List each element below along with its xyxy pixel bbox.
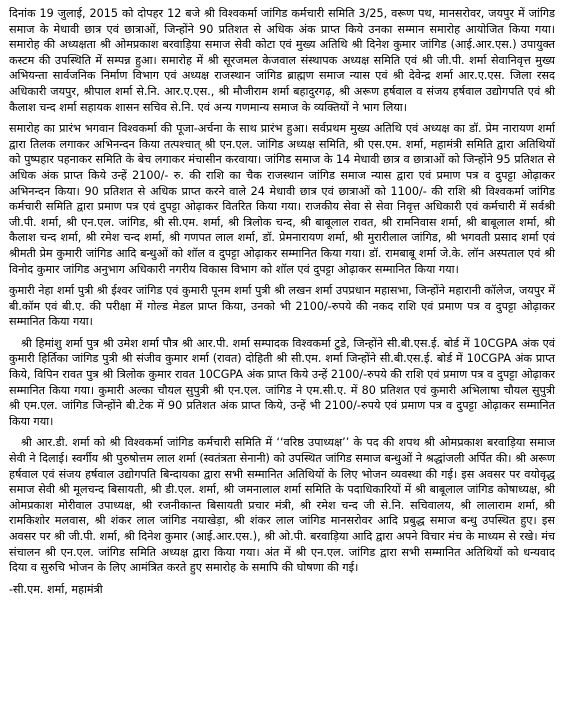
paragraph-ceremony-proceedings: समारोह का प्रारंभ भगवान विश्वकर्मा की पूजा-अर्चना के साथ प्रारंभ हुआ। सर्वप्रथम मुख्य अतिथि एवं अध्यक्ष का डॉ. प्रेम नारायण शर्मा द्वारा तिलक लगाकर अभिनन्दन किया तत्पश्चात् श्री एन.एल. जांगिड अध्यक्ष समिति, श्री एस.एम. शर्मा, महामंत्री समिति द्वारा अतिथियों को पुष्पहार पहनाकर समिति के बेच लगाकर मंचासीन करवाया। जांगिड समाज के 14 मेधावी छात्र व छात्राओं को जिन्होंने 95 प्रतिशत से अधिक अंक प्राप्त किये उन्हें 2100/- रु. की राशि का चैक राजस्थान जांगिड समाज न्यास द्वारा एवं प्रमाण पत्र व दुपट्टा ओढ़ाकर अभिनन्दन किया। 90 प्रतिशत से अधिक प्राप्त करने वाले 24 मेधावी छात्र एवं छात्राओं को 1100/- की राशि श्री विश्वकर्मा जांगिड कर्मचारी समिति द्वारा प्रमाण पत्र एवं दुपट्टा ओढ़ाकर वितरित किया गया। राजकीय सेवा से सेवा निवृत्त अधिकारी एवं कर्मचारी में सर्वश्री जी.पी. शर्मा, श्री एन.एल. जांगिड, श्री सी.एम. शर्मा, श्री त्रिलोक चन्द, श्री बाबूलाल रावत, श्री रामनिवास शर्मा, श्री बाबूलाल शर्मा, श्री कैलाश चन्द शर्मा, श्री रमेश चन्द शर्मा, श्री गणपत लाल शर्मा, डॉ. प्रेमनारायण शर्मा, श्री मुरारीलाल जांगिड, श्री भगवती प्रसाद शर्मा एवं श्रीमती प्रेम कुमारी जांगिड आदि बन्धुओं को शॉल व दुपट्टा ओढ़ाकर सम्मानित किया गया। डॉ. रामबाबू शर्मा जे.के. लॉन अस्पताल एवं श्री विनोद कुमार जांगिड अनुभाग अधिकारी नगरीय विकास विभाग को शॉल एवं दुपट्टा ओढ़ाकर सम्मानित किया गया।: [9, 122, 555, 276]
paragraph-cgpa-honours: श्री हिमांशु शर्मा पुत्र श्री उमेश शर्मा पौत्र श्री आर.पी. शर्मा सम्पादक विश्वकर्मा टुडे, जिन्होंने सी.बी.एस.ई. बोर्ड में 10CGPA अंक एवं कुमारी हिर्तिका जांगिड पुत्री श्री संजीव कुमार शर्मा (रावत) दोहिती श्री सी.एम. शर्मा जिन्होंने सी.बी.एस.ई. बोर्ड में 10CGPA अंक प्राप्त किये, विपिन रावत पुत्र श्री त्रिलोक कुमार रावत 10CGPA अंक प्राप्त किये उन्हें 2100/-रुपये की राशि एवं प्रमाण पत्र व दुपट्टा ओढ़ाकर सम्मानित किया गया। कुमारी अल्का चौयल सुपुत्री श्री एन.एल. जांगिड ने एम.सी.ए. में 80 प्रतिशत एवं कुमारी अभिलाषा चौयल सुपुत्री श्री एम.एल. जांगिड जिन्होंने बी.टेक में 90 प्रतिशत अंक प्राप्त किये, उन्हें भी 2100/-रुपये एवं प्रमाण पत्र व दुपट्टा ओढ़ाकर सम्मानित किया गया।: [9, 336, 555, 428]
paragraph-event-intro: दिनांक 19 जुलाई, 2015 को दोपहर 12 बजे श्री विश्वकर्मा जांगिड कर्मचारी समिति 3/25, वरूण पथ, मानसरोवर, जयपुर में जांगिड समाज के मेधावी छात्र एवं छात्राओं, जिन्होंने 90 प्रतिशत से अधिक अंक प्राप्त किये उनका सम्मान समारोह आयोजित किया गया। समारोह की अध्यक्षता श्री ओमप्रकाश बरवाड़िया समाज सेवी कोटा एवं मुख्य अतिथि श्री दिनेश कुमार जांगिड (आई.आर.एस.) उपायुक्त कस्टम की उपस्थिति में सम्पन्न हुआ। समारोह में श्री सूरजमल केजवाल संस्थापक अध्यक्ष समिति एवं श्री जी.पी. शर्मा सेवानिवृत्त मुख्य अभियन्ता सार्वजनिक निर्माण विभाग एवं अध्यक्ष राजस्थान जांगिड ब्राह्मण समाज न्यास एवं श्री देवेन्द्र शर्मा आर.ए.एस. जिला रसद अधिकारी जयपुर, श्रीपाल शर्मा से.नि. आर.ए.एस., श्री मौजीराम शर्मा बहादुरगढ़, श्री अरूण हर्षवाल व संजय हर्षवाल उद्योगपति एवं श्री कैलाश चन्द शर्मा सहायक शासन सचिव से.नि. एवं अन्य गणमान्य समाज के व्यक्तियों ने भाग लिया।: [9, 7, 555, 114]
paragraph-gold-medal-honours: कुमारी नेहा शर्मा पुत्री श्री ईश्वर जांगिड एवं कुमारी पूनम शर्मा पुत्री श्री लखन शर्मा उपप्रधान महासभा, जिन्होंने महारानी कॉलेज, जयपुर में बी.कॉम एवं बी.ए. की परीक्षा में गोल्ड मेडल प्राप्त किया, उनको भी 2100/-रुपये की नकद राशि एवं प्रमाण पत्र व दुपट्टा ओढ़ाकर सम्मानित किया गया।: [9, 284, 555, 329]
author-signature: -सी.एम. शर्मा, महामंत्री: [9, 582, 103, 596]
paragraph-oath-and-closing: श्री आर.डी. शर्मा को श्री विश्वकर्मा जांगिड कर्मचारी समिति में ‘‘वरिष्ठ उपाध्यक्ष’’ के पद की शपथ श्री ओमप्रकाश बरवाड़िया समाज सेवी ने दिलाई। स्वर्गीय श्री पुरुषोत्तम लाल शर्मा (स्वतंत्रता सेनानी) को उपस्थित जांगिड समाज बन्धुओं ने श्रद्धांजली अर्पित की। श्री अरूण हर्षवाल एवं संजय हर्षवाल उद्योगपति बिन्दायका द्वारा सभी सम्मानित अतिथियों के लिए भोजन व्यवस्था की गई। इस अवसर पर वयोवृद्ध समाज सेवी श्री मूलचन्द बिसायती, श्री डी.एल. शर्मा, श्री जमनालाल शर्मा समिति के पदाधिकारियों में श्री बाबूलाल जांगिड कोषाध्यक्ष, श्री ओमप्रकाश मोरीवाल उपाध्यक्ष, श्री रजनीकान्त बिसायती प्रचार मंत्री, श्री रमेश चन्द जी से.नि. सचिवालय, श्री लालाराम शर्मा, श्री रामकिशोर मलवास, श्री शंकर लाल जांगिड नयाखेड़ा, श्री शंकर लाल जांगिड मानसरोवर आदि प्रबुद्ध समाज बन्धु उपस्थित हुए। इस अवसर पर श्री जी.पी. शर्मा, श्री दिनेश कुमार (आई.आर.एस.), श्री ओ.पी. बरवाड़िया आदि द्वारा अपने विचार मंच के माध्यम से रखे। मंच संचालन श्री एन.एल. जांगिड समिति अध्यक्ष द्वारा किया गया। अंत में श्री एन.एल. जांगिड द्वारा सभी सम्मानित अतिथियों को धन्यवाद दिया व सुरुचि भोजन के लिए आमंत्रित करते हुए समारोह के समापि की घोषणा की गई।: [9, 436, 555, 575]
